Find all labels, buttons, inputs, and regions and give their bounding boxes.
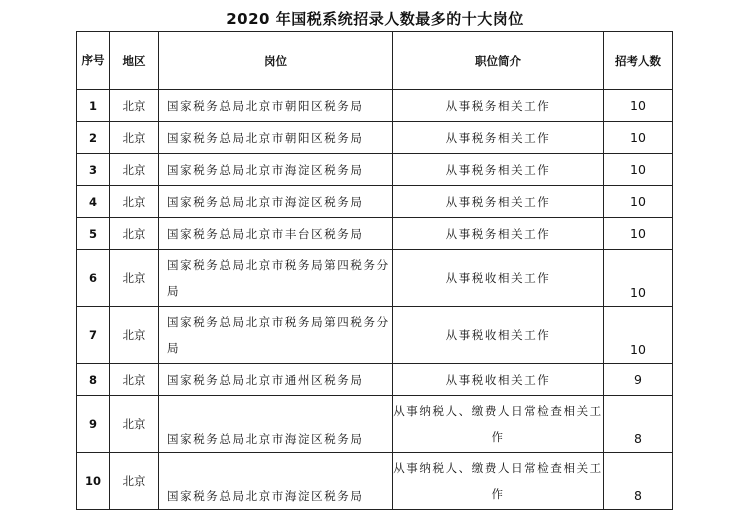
row-no: 4 xyxy=(77,186,110,218)
row-post: 国家税务总局北京市税务局第四税务分局 xyxy=(159,307,393,364)
row-count: 10 xyxy=(604,250,673,307)
table-row xyxy=(77,122,673,154)
row-no: 8 xyxy=(77,364,110,396)
row-no: 6 xyxy=(77,250,110,307)
row-post: 国家税务总局北京市海淀区税务局 xyxy=(159,154,393,186)
row-post: 国家税务总局北京市海淀区税务局 xyxy=(159,186,393,218)
row-post: 国家税务总局北京市海淀区税务局 xyxy=(159,453,393,510)
row-count: 8 xyxy=(604,453,673,510)
page-title: 2020 年国税系统招录人数最多的十大岗位 xyxy=(226,10,524,28)
row-post: 国家税务总局北京市税务局第四税务分局 xyxy=(159,250,393,307)
row-desc: 从事税务相关工作 xyxy=(393,186,604,218)
row-no: 7 xyxy=(77,307,110,364)
row-no: 3 xyxy=(77,154,110,186)
table-row xyxy=(77,453,673,510)
row-count: 10 xyxy=(604,218,673,250)
table-row xyxy=(77,307,673,364)
row-count: 9 xyxy=(604,364,673,396)
table-header-row xyxy=(77,32,673,90)
row-desc: 从事税务相关工作 xyxy=(393,122,604,154)
row-region: 北京 xyxy=(110,154,159,186)
row-region: 北京 xyxy=(110,396,159,453)
row-region: 北京 xyxy=(110,218,159,250)
row-region: 北京 xyxy=(110,186,159,218)
table-row xyxy=(77,250,673,307)
row-post: 国家税务总局北京市朝阳区税务局 xyxy=(159,122,393,154)
row-count: 10 xyxy=(604,154,673,186)
row-desc: 从事税收相关工作 xyxy=(393,250,604,307)
table-row xyxy=(77,364,673,396)
table-row xyxy=(77,90,673,122)
row-no: 10 xyxy=(77,453,110,510)
row-post: 国家税务总局北京市丰台区税务局 xyxy=(159,218,393,250)
header-region: 地区 xyxy=(110,32,159,90)
row-region: 北京 xyxy=(110,307,159,364)
row-region: 北京 xyxy=(110,122,159,154)
row-count: 10 xyxy=(604,90,673,122)
row-no: 2 xyxy=(77,122,110,154)
row-region: 北京 xyxy=(110,364,159,396)
row-desc: 从事税务相关工作 xyxy=(393,218,604,250)
table-row xyxy=(77,396,673,453)
data-table xyxy=(76,31,673,510)
row-region: 北京 xyxy=(110,250,159,307)
row-region: 北京 xyxy=(110,90,159,122)
row-desc: 从事纳税人、缴费人日常检查相关工作 xyxy=(393,396,604,453)
row-count: 10 xyxy=(604,122,673,154)
table-row xyxy=(77,218,673,250)
row-count: 10 xyxy=(604,307,673,364)
row-no: 1 xyxy=(77,90,110,122)
row-desc: 从事税务相关工作 xyxy=(393,154,604,186)
table-row xyxy=(77,154,673,186)
row-count: 10 xyxy=(604,186,673,218)
header-post: 岗位 xyxy=(159,32,393,90)
row-count: 8 xyxy=(604,396,673,453)
row-desc: 从事税务相关工作 xyxy=(393,90,604,122)
row-post: 国家税务总局北京市朝阳区税务局 xyxy=(159,90,393,122)
header-count: 招考人数 xyxy=(604,32,673,90)
row-no: 9 xyxy=(77,396,110,453)
table-row xyxy=(77,186,673,218)
header-no: 序号 xyxy=(77,32,110,90)
row-desc: 从事税收相关工作 xyxy=(393,307,604,364)
row-post: 国家税务总局北京市通州区税务局 xyxy=(159,364,393,396)
row-desc: 从事税收相关工作 xyxy=(393,364,604,396)
row-desc: 从事纳税人、缴费人日常检查相关工作 xyxy=(393,453,604,510)
header-desc: 职位简介 xyxy=(393,32,604,90)
row-no: 5 xyxy=(77,218,110,250)
row-region: 北京 xyxy=(110,453,159,510)
row-post: 国家税务总局北京市海淀区税务局 xyxy=(159,396,393,453)
